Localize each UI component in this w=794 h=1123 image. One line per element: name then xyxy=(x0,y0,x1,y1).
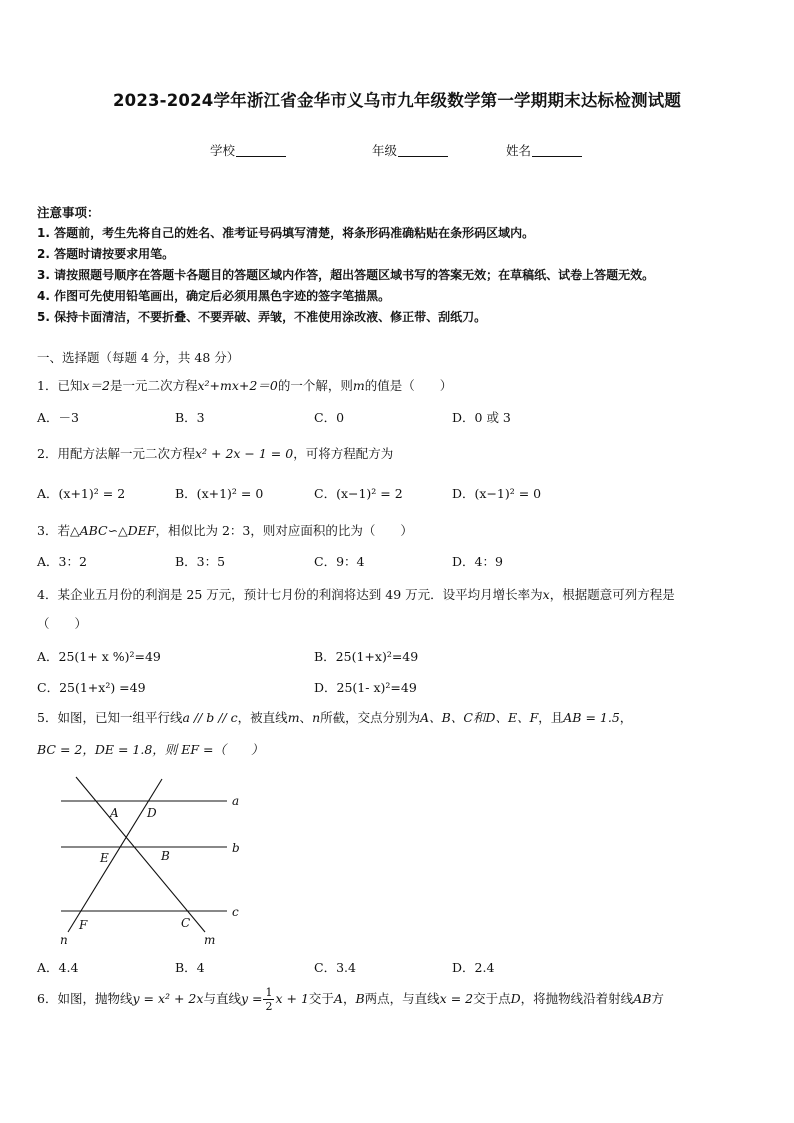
school-blank xyxy=(236,144,286,157)
grade-field xyxy=(372,141,448,159)
section-title: 一、选择题（每题 4 分，共 48 分） xyxy=(37,350,240,365)
school-label: 学校 xyxy=(210,143,236,158)
question-4-option-c: C．25(1+x²) =49 xyxy=(37,680,146,695)
question-4-answer-paren: （ ） xyxy=(37,616,88,631)
page-title: 2023-2024学年浙江省金华市义乌市九年级数学第一学期期末达标检测试题 xyxy=(112,91,682,110)
question-6-stem: 6．如图，抛物线y = x² + 2x与直线y = $\frac{1}{2}$ x + 1交于A，B两点，与直线x = 2交于点D，将抛物线沿着射线AB方 xyxy=(37,986,664,1013)
question-4-option-b: B．25(1+x)²=49 xyxy=(314,649,419,664)
question-5-stem-line2: BC = 2，DE = 1.8，则 EF =（ ） xyxy=(37,742,264,757)
question-2-option-c: C．(x−1)² = 2 xyxy=(314,486,403,501)
question-1-option-c: C．0 xyxy=(314,410,345,425)
note-item: 3. 请按照题号顺序在答题卡各题目的答题区域内作答，超出答题区域书写的答案无效；在草稿纸、试卷上答题无效。 xyxy=(37,268,655,282)
question-4-option-a: A．25(1+ x %)²=49 xyxy=(37,649,161,664)
question-5-option-a: A．4.4 xyxy=(37,960,79,975)
question-3-option-d: D．4：9 xyxy=(452,554,503,569)
school-field xyxy=(210,141,286,159)
question-3-option-c: C．9：4 xyxy=(314,554,365,569)
grade-label: 年级 xyxy=(372,143,398,158)
question-2-option-b: B．(x+1)² = 0 xyxy=(175,486,264,501)
question-3-stem: 3．若△ABC∽△DEF，相似比为 2：3，则对应面积的比为（ ） xyxy=(37,523,413,538)
question-3-option-b: B．3：5 xyxy=(175,554,226,569)
question-3-option-a: A．3：2 xyxy=(37,554,87,569)
label-F: F xyxy=(79,918,88,932)
label-D: D xyxy=(147,806,157,820)
question-4-option-d: D．25(1- x)²=49 xyxy=(314,680,417,695)
label-c: c xyxy=(232,905,239,919)
question-1-stem: 1．已知x＝2是一元二次方程x²+mx+2＝0的一个解，则m的值是（ ） xyxy=(37,378,453,393)
label-m: m xyxy=(204,933,216,947)
question-2-option-d: D．(x−1)² = 0 xyxy=(452,486,542,501)
question-5-stem: 5．如图，已知一组平行线a // b // c，被直线m、n所截，交点分别为A、B、C和D、E、F，且AB = 1.5， xyxy=(37,710,633,725)
question-5-option-c: C．3.4 xyxy=(314,960,356,975)
name-blank xyxy=(532,144,582,157)
name-field xyxy=(506,141,582,159)
question-1-option-b: B．3 xyxy=(175,410,205,425)
label-E: E xyxy=(100,851,109,865)
question-2-option-a: A．(x+1)² = 2 xyxy=(37,486,126,501)
note-item: 2. 答题时请按要求用笔。 xyxy=(37,247,175,261)
question-4-stem: 4．某企业五月份的利润是 25 万元，预计七月份的利润将达到 49 万元．设平均月增长率为x，根据题意可列方程是 xyxy=(37,587,675,602)
label-A: A xyxy=(110,806,119,820)
label-B: B xyxy=(161,849,170,863)
note-item: 1. 答题前，考生先将自己的姓名、准考证号码填写清楚，将条形码准确粘贴在条形码区域内。 xyxy=(37,226,535,240)
label-C: C xyxy=(181,916,191,930)
question-5-option-b: B．4 xyxy=(175,960,205,975)
name-label: 姓名 xyxy=(506,143,532,158)
line-m xyxy=(76,777,205,932)
note-item: 5. 保持卡面清洁，不要折叠、不要弄破、弄皱，不准使用涂改液、修正带、刮纸刀。 xyxy=(37,310,487,324)
fraction-one-half: $\frac{1}{2}$ xyxy=(265,986,273,1013)
notes-heading: 注意事项： xyxy=(37,205,100,220)
label-n: n xyxy=(60,933,68,947)
label-a: a xyxy=(232,794,240,808)
label-b: b xyxy=(232,841,240,855)
question-1-option-d: D．0 或 3 xyxy=(452,410,511,425)
note-item: 4. 作图可先使用铅笔画出，确定后必须用黑色字迹的签字笔描黑。 xyxy=(37,289,391,303)
question-1-option-a: A．－3 xyxy=(37,410,79,425)
question-2-stem: 2．用配方法解一元二次方程x² + 2x − 1 = 0，可将方程配方为 xyxy=(37,446,394,461)
parallel-lines-figure xyxy=(55,772,255,950)
grade-blank xyxy=(398,144,448,157)
line-n xyxy=(68,779,162,932)
question-5-option-d: D．2.4 xyxy=(452,960,495,975)
